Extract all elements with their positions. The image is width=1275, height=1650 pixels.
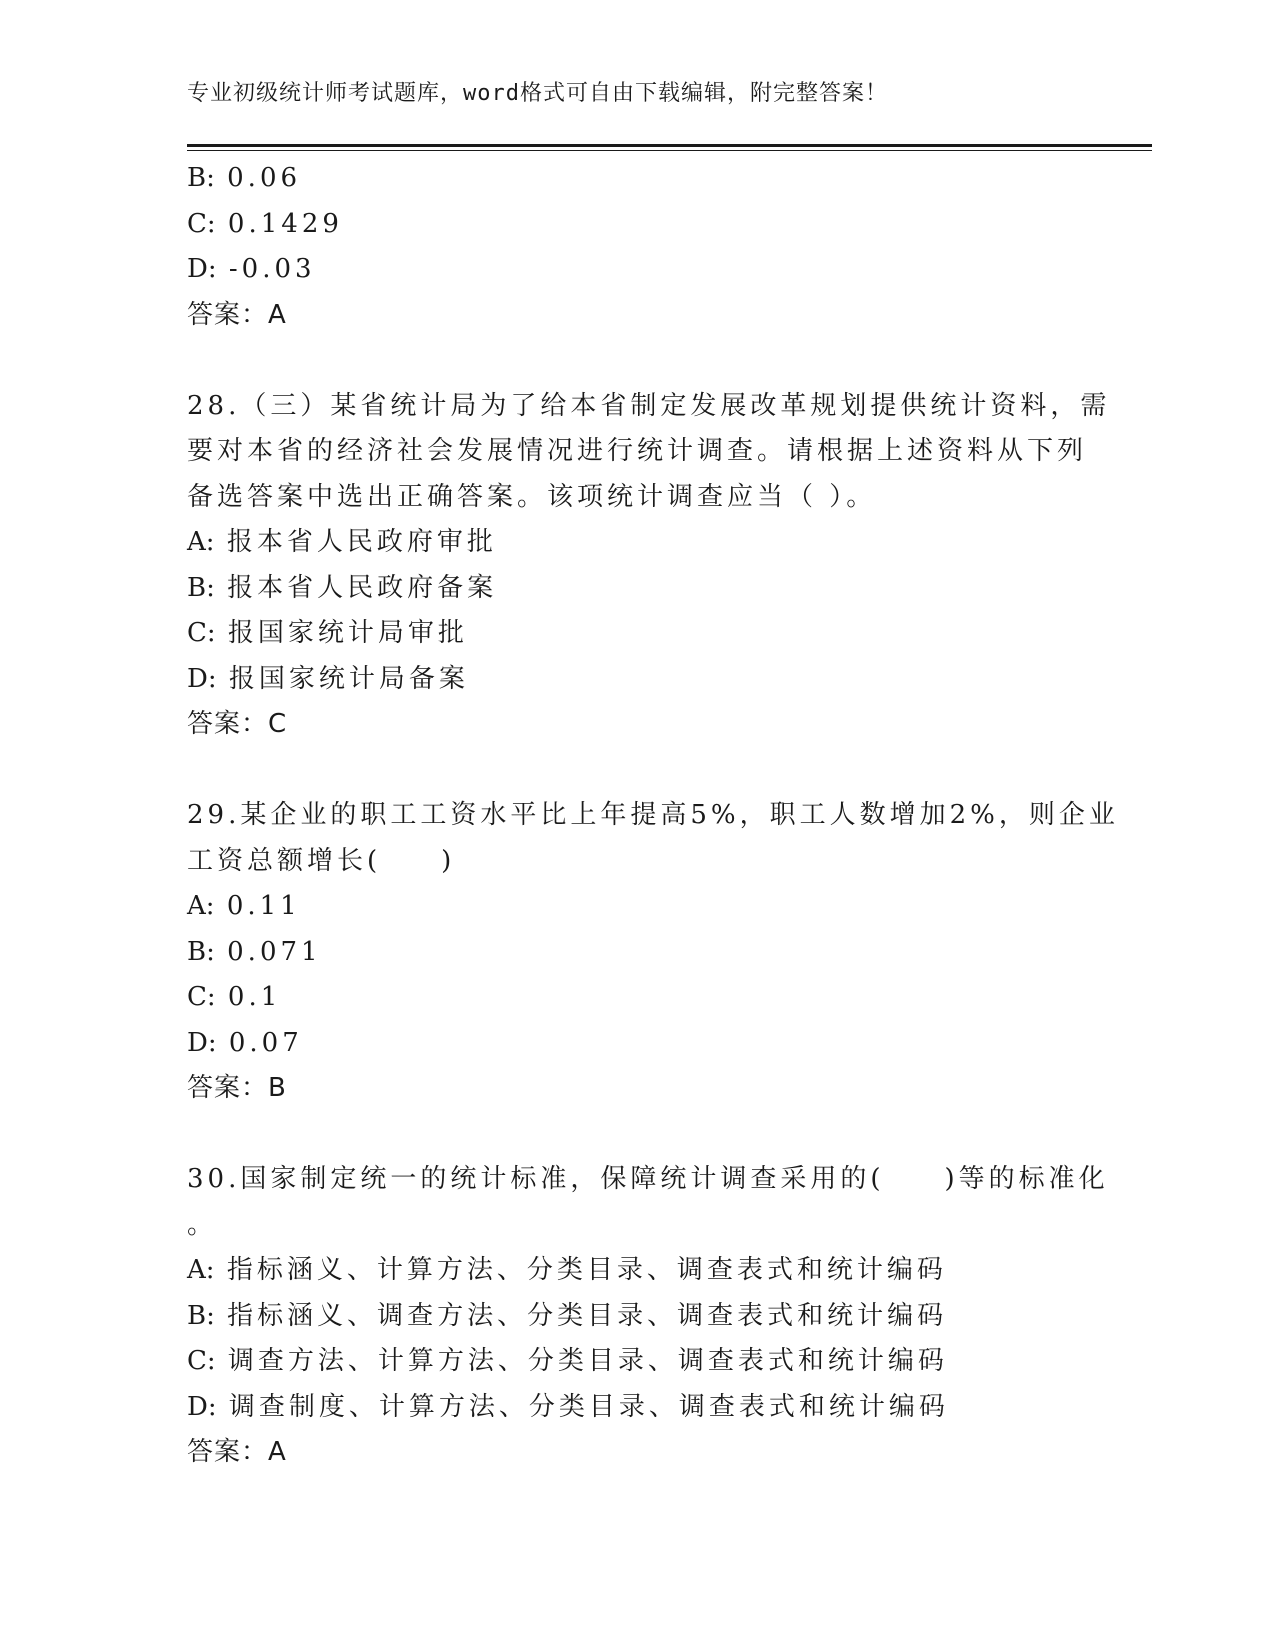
- question-text-line: 29.某企业的职工工资水平比上年提高5%，职工人数增加2%，则企业: [187, 800, 1119, 830]
- question-text-line: 要对本省的经济社会发展情况进行统计调查。请根据上述资料从下列: [187, 436, 1088, 466]
- question-text-line: 30.国家制定统一的统计标准，保障统计调查采用的( )等的标准化: [187, 1164, 1109, 1194]
- question-28: [187, 384, 1111, 748]
- option-b: B: 报本省人民政府备案: [187, 572, 498, 603]
- option-d: D: 0.07: [187, 1027, 303, 1058]
- page-header: 专业初级统计师考试题库，word格式可自由下载编辑，附完整答案！: [187, 81, 888, 106]
- question-content: [187, 156, 1119, 1476]
- option-a: A: 报本省人民政府审批: [187, 527, 497, 557]
- option-c: C: 报国家统计局审批: [187, 618, 468, 648]
- option-a: A: 0.11: [187, 891, 301, 921]
- option-b: B: 0.06: [187, 163, 302, 193]
- question-text-line: 备选答案中选出正确答案。该项统计调查应当（ ）。: [187, 481, 877, 512]
- prev-question: [187, 156, 1087, 338]
- question-29: [187, 793, 1119, 1112]
- answer-line: 答案：A: [187, 299, 287, 330]
- answer-line: 答案：A: [187, 1437, 287, 1467]
- question-30: [187, 1157, 1109, 1476]
- option-b: B: 指标涵义、调查方法、分类目录、调查表式和统计编码: [187, 1300, 948, 1331]
- question-text-line: 28.（三）某省统计局为了给本省制定发展改革规划提供统计资料，需: [187, 390, 1111, 421]
- option-c: C: 调查方法、计算方法、分类目录、调查表式和统计编码: [187, 1346, 948, 1376]
- option-d: D: -0.03: [187, 254, 316, 284]
- header-rule-thick: [187, 144, 1152, 147]
- option-c: C: 0.1429: [187, 208, 343, 239]
- answer-line: 答案：B: [187, 1073, 287, 1103]
- option-d: D: 调查制度、计算方法、分类目录、调查表式和统计编码: [187, 1391, 949, 1422]
- option-d: D: 报国家统计局备案: [187, 663, 469, 694]
- question-text-line: 。: [187, 1209, 218, 1240]
- option-a: A: 指标涵义、计算方法、分类目录、调查表式和统计编码: [187, 1255, 947, 1285]
- option-b: B: 0.071: [187, 936, 322, 967]
- answer-line: 答案：C: [187, 709, 288, 739]
- question-text-line: 工资总额增长( ): [187, 845, 456, 876]
- header-rule-thin: [187, 150, 1152, 151]
- option-c: C: 0.1: [187, 982, 282, 1012]
